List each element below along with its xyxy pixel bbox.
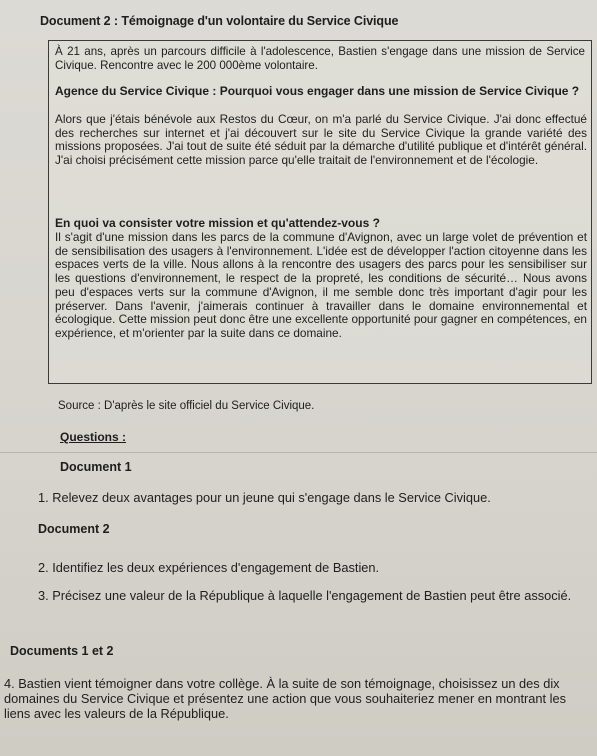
doc12-label: Documents 1 et 2 (10, 644, 114, 658)
questions-heading: Questions : (60, 430, 127, 444)
interview-answer-1: Alors que j'étais bénévole aux Restos du Cœur, on m'a parlé du Service Civique. J'ai donc effectué des recherches sur internet et j'ai découvert sur le site du Service Civique la grande variété des missions proposées. J'ai tout de suite été séduit par la démarche d'utilité publique et d'intérêt général. J'ai choisi précisément cette mission parce qu'elle traitait de l'environnement et de l'écologie. (55, 112, 587, 168)
doc2-label: Document 2 (38, 522, 110, 536)
question-1: 1. Relevez deux avantages pour un jeune qui s'engage dans le Service Civique. (38, 490, 491, 505)
question-2: 2. Identifiez les deux expériences d'engagement de Bastien. (38, 560, 380, 575)
testimony-intro: À 21 ans, après un parcours difficile à l'adolescence, Bastien s'engage dans une mission de Service Civique. Rencontre avec le 200 000ème volontaire. (55, 45, 585, 72)
testimony-box (48, 40, 592, 384)
doc1-label: Document 1 (60, 460, 132, 474)
interview-question-2: En quoi va consister votre mission et qu'attendez-vous ? (55, 216, 380, 230)
interview-answer-2: Il s'agit d'une mission dans les parcs de la commune d'Avignon, avec un large volet de prévention et de sensibilisation des usagers à l'environnement. L'idée est de développer l'action citoyenne dans les espaces verts de la ville. Nous allons à la rencontre des usagers des parcs pour les sensibiliser sur les questions d'environnement, le respect de la propreté, les conditions de sécurité… Nous avons peu d'espaces verts sur la commune d'Avignon, il me semble donc très important d'agir pour les préserver. Dans l'avenir, j'aimerais continuer à travailler dans le domaine environnemental et écologique. Cette mission peut donc être une excellente opportunité pour gagner en compétences, en expérience, et m'orienter par la suite dans ce domaine. (55, 230, 587, 340)
document-title: Document 2 : Témoignage d'un volontaire du Service Civique (40, 14, 399, 28)
source-line: Source : D'après le site officiel du Service Civique. (58, 400, 315, 412)
question-4: 4. Bastien vient témoigner dans votre collège. À la suite de son témoignage, choisissez un des dix domaines du Service Civique et présentez une action que vous souhaiteriez mener en montrant les liens avec les valeurs de la République. (4, 676, 566, 721)
question-3: 3. Précisez une valeur de la République à laquelle l'engagement de Bastien peut être associé. (38, 588, 572, 603)
interview-question-1: Agence du Service Civique : Pourquoi vous engager dans une mission de Service Civique ? (55, 84, 580, 98)
divider (0, 452, 597, 453)
